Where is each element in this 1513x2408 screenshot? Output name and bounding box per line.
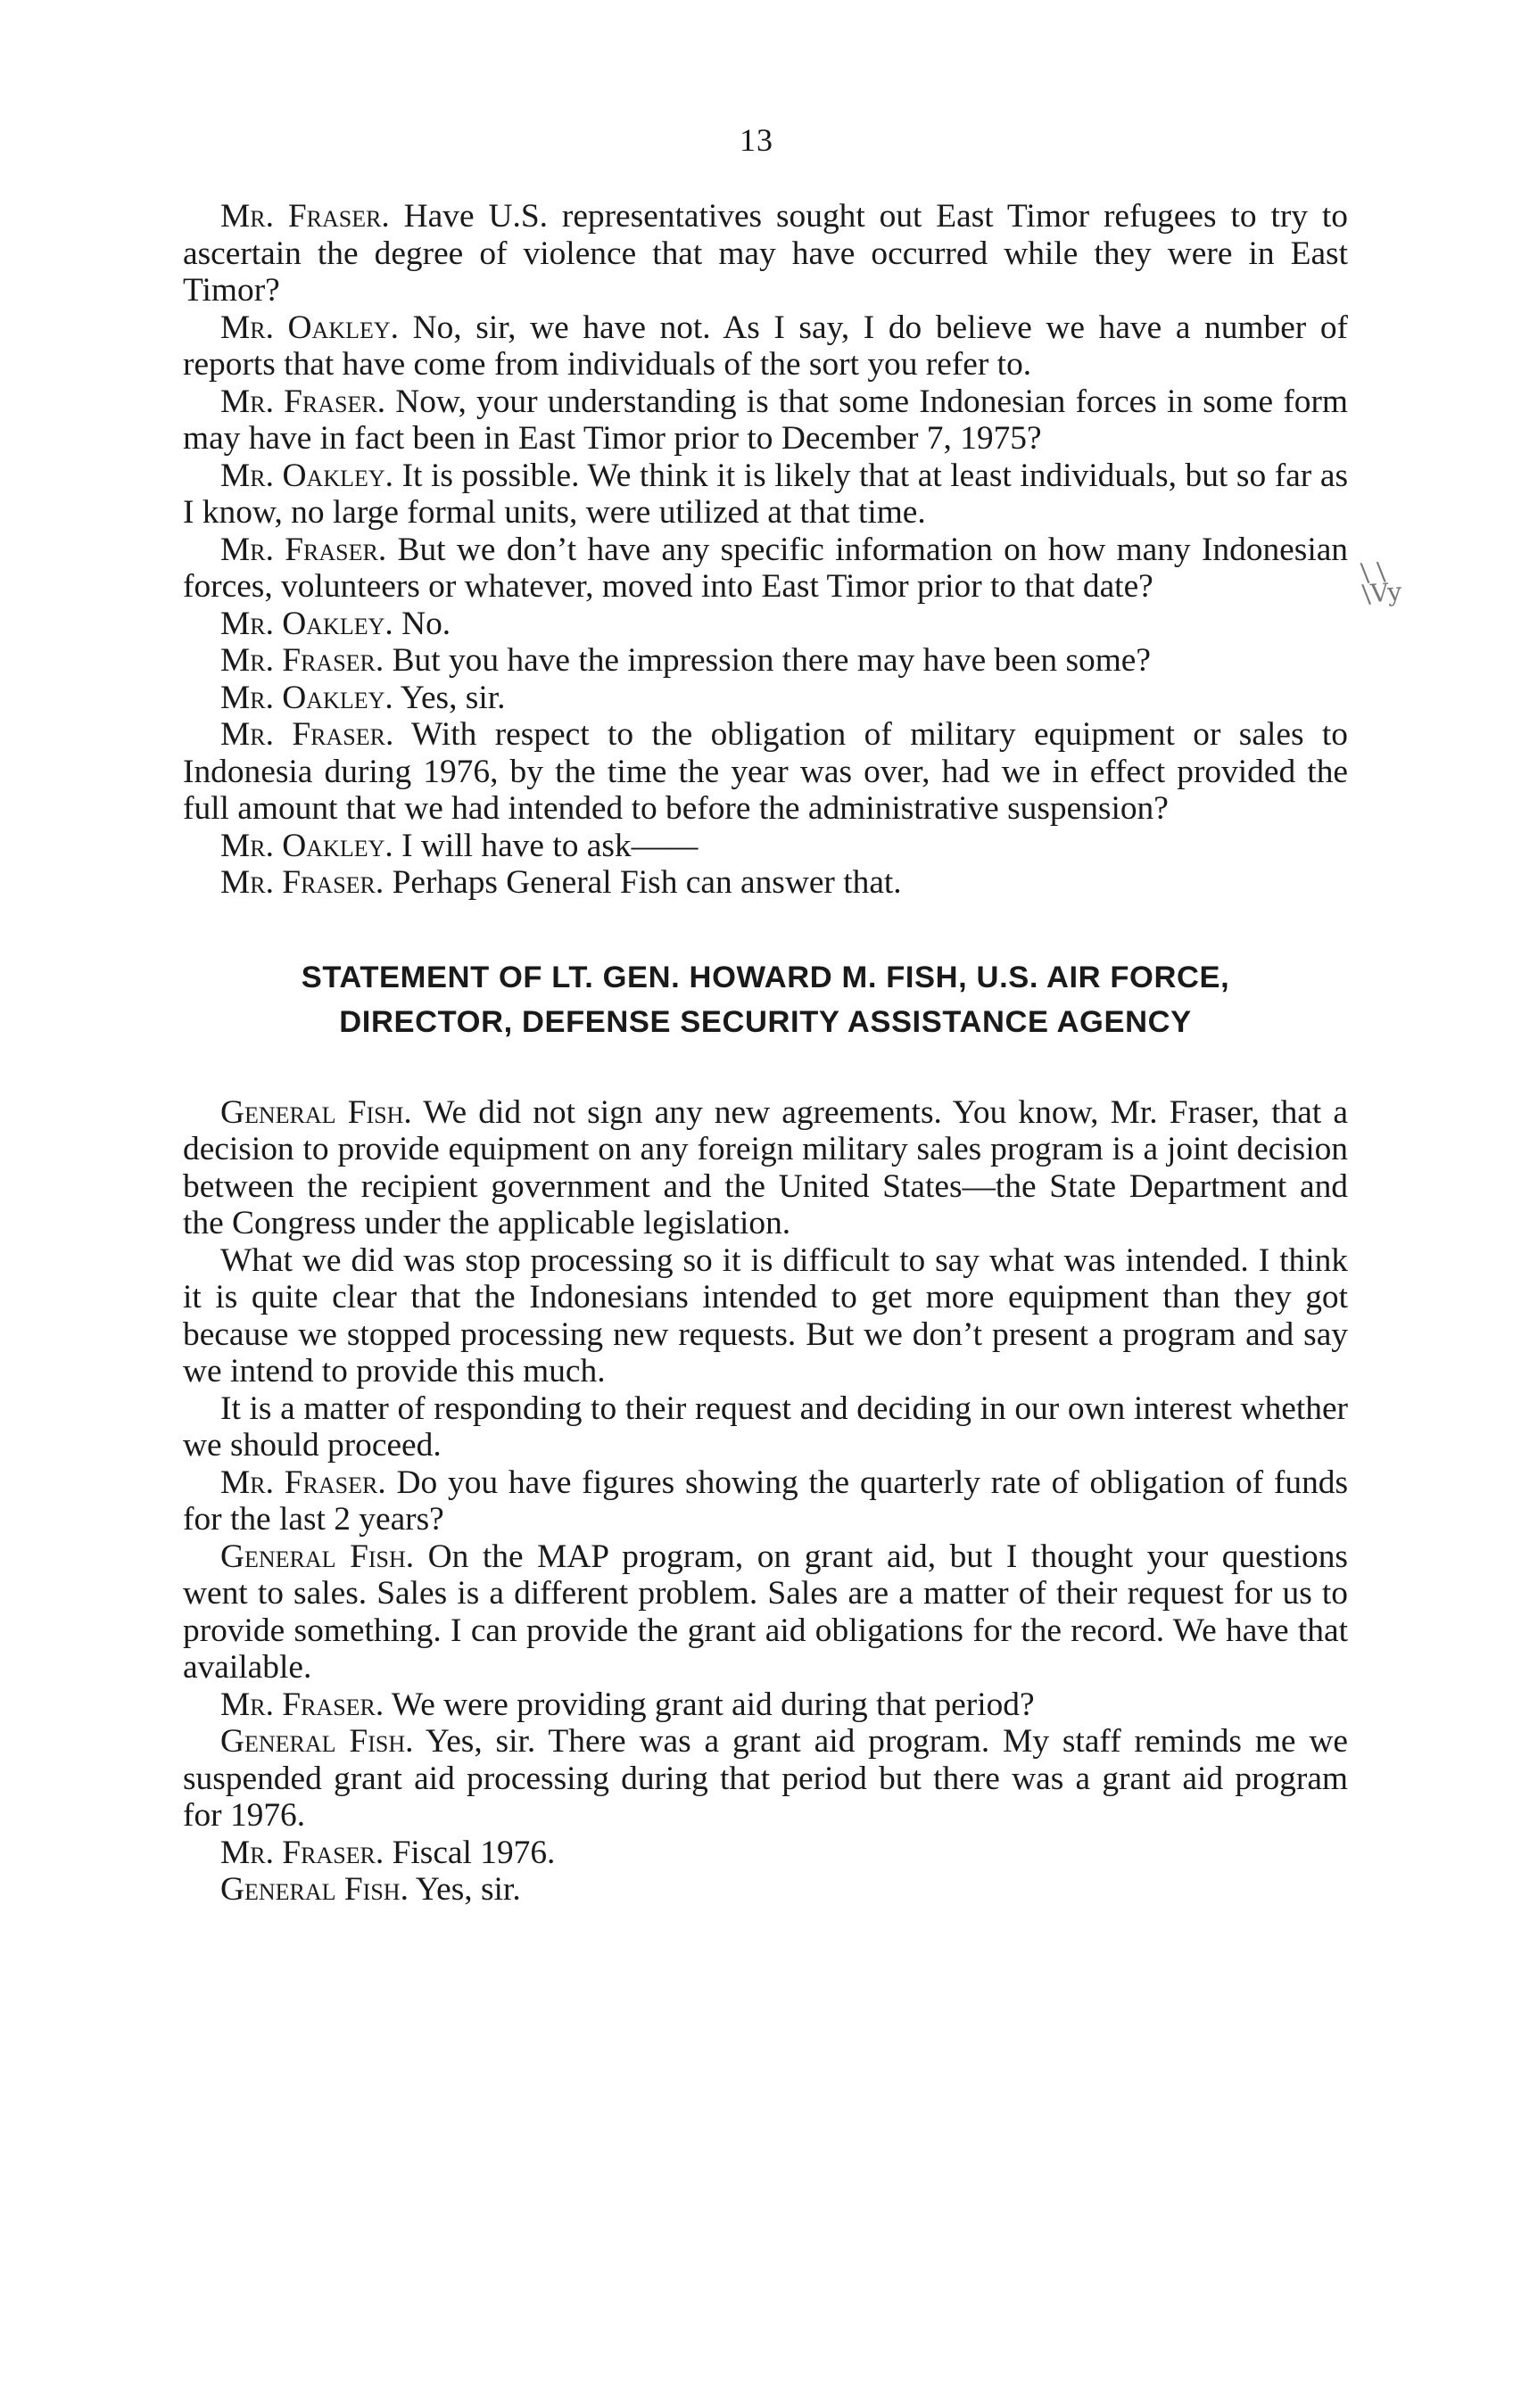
testimony-paragraph bbox=[183, 1464, 1348, 1538]
paragraph-text: Yes, sir. There was a grant aid program. My staff reminds me we suspended grant aid processing during that period but there was a grant aid program for 1976. bbox=[183, 1723, 1348, 1834]
paragraph-text: What we did was stop processing so it is difficult to say what was intended. I think it is quite clear that the Indonesians intended to get more equipment than they got because we stopped processing new requests. But we don’t present a program and say we intend to provide this much. bbox=[183, 1241, 1348, 1390]
testimony-paragraph bbox=[183, 716, 1348, 828]
speaker-name: Mr. Oakley. bbox=[220, 679, 393, 716]
paragraph-text: No, sir, we have not. As I say, I do believe we have a number of reports that have come from individuals of the sort you refer to. bbox=[183, 309, 1348, 383]
heading-line-2: DIRECTOR, DEFENSE SECURITY ASSISTANCE AGENCY bbox=[339, 1004, 1192, 1039]
testimony-paragraph bbox=[183, 198, 1348, 309]
testimony-paragraph bbox=[183, 642, 1348, 680]
testimony-paragraph bbox=[183, 828, 1348, 865]
speaker-name: Mr. Oakley. bbox=[220, 309, 399, 346]
paragraph-text: Now, your understanding is that some Indonesian forces in some form may have in fact been in East Timor prior to December 7, 1975? bbox=[183, 383, 1348, 457]
testimony-before-statement bbox=[183, 198, 1348, 902]
testimony-paragraph bbox=[183, 1686, 1348, 1724]
heading-line-1: STATEMENT OF LT. GEN. HOWARD M. FISH, U.S. AIR FORCE, bbox=[301, 960, 1230, 994]
speaker-name: Mr. Fraser. bbox=[220, 716, 394, 753]
testimony-paragraph bbox=[183, 532, 1348, 606]
speaker-name: Mr. Fraser. bbox=[220, 642, 384, 679]
paragraph-text: It is possible. We think it is likely that at least individuals, but so far as I know, no large formal units, were utilized at that time. bbox=[183, 457, 1348, 531]
testimony-paragraph bbox=[183, 1871, 1348, 1909]
testimony-paragraph bbox=[183, 1390, 1348, 1464]
speaker-name: Mr. Oakley. bbox=[220, 605, 393, 642]
testimony-paragraph bbox=[183, 864, 1348, 902]
speaker-name: Mr. Fraser. bbox=[220, 1686, 384, 1723]
paragraph-text: We did not sign any new agreements. You know, Mr. Fraser, that a decision to provide equipment on any foreign military sales program is a joint decision between the recipient government and the United States—the State Department and the Congress under the applicable legislation. bbox=[183, 1093, 1349, 1241]
paragraph-text: I will have to ask—— bbox=[393, 827, 699, 864]
speaker-name: General Fish. bbox=[220, 1871, 409, 1908]
testimony-paragraph bbox=[183, 1242, 1348, 1390]
statement-heading bbox=[183, 955, 1348, 1044]
testimony-paragraph bbox=[183, 309, 1348, 383]
testimony-paragraph bbox=[183, 1835, 1348, 1872]
paragraph-text: With respect to the obligation of military equipment or sales to Indonesia during 1976, by the time the year was over, had we in effect provided the full amount that we had intended to before the administrative suspension? bbox=[183, 716, 1348, 827]
testimony-paragraph bbox=[183, 1094, 1348, 1242]
speaker-name: Mr. Fraser. bbox=[220, 198, 390, 235]
speaker-name: Mr. Oakley. bbox=[220, 457, 393, 494]
testimony-paragraph bbox=[183, 606, 1348, 643]
paragraph-text: But we don’t have any specific information on how many Indonesian forces, volunteers or whatever, moved into East Timor prior to that date? bbox=[183, 531, 1348, 605]
speaker-name: Mr. Fraser. bbox=[220, 1464, 386, 1501]
testimony-paragraph bbox=[183, 1538, 1348, 1686]
paragraph-text: Have U.S. representatives sought out East Timor refugees to try to ascertain the degree of violence that may have occurred while they were in East Timor? bbox=[183, 198, 1348, 309]
speaker-name: Mr. Fraser. bbox=[220, 864, 384, 901]
speaker-name: Mr. Fraser. bbox=[220, 1834, 384, 1871]
paragraph-text: Do you have figures showing the quarterly rate of obligation of funds for the last 2 years? bbox=[183, 1464, 1349, 1538]
handwritten-margin-note: \ \ \Vy bbox=[1360, 556, 1403, 609]
speaker-name: General Fish. bbox=[220, 1538, 415, 1575]
paragraph-text: Fiscal 1976. bbox=[384, 1834, 556, 1871]
paragraph-text: On the MAP program, on grant aid, but I thought your questions went to sales. Sales is a different problem. Sales are a matter of their request for us to provide something. I can provide the grant aid obligations for the record. We have that available. bbox=[183, 1538, 1348, 1686]
speaker-name: General Fish. bbox=[220, 1723, 414, 1760]
speaker-name: Mr. Oakley. bbox=[220, 827, 393, 864]
testimony-paragraph bbox=[183, 680, 1348, 717]
page-number: 13 bbox=[740, 122, 773, 158]
paragraph-text: It is a matter of responding to their request and deciding in our own interest whether we should proceed. bbox=[183, 1390, 1348, 1464]
testimony-after-statement bbox=[183, 1094, 1348, 1909]
speaker-name: Mr. Fraser. bbox=[220, 383, 386, 420]
paragraph-text: Perhaps General Fish can answer that. bbox=[384, 864, 902, 901]
paragraph-text: No. bbox=[393, 605, 451, 642]
speaker-name: General Fish. bbox=[220, 1093, 412, 1131]
testimony-paragraph bbox=[183, 1723, 1348, 1835]
speaker-name: Mr. Fraser. bbox=[220, 531, 387, 568]
paragraph-text: Yes, sir. bbox=[408, 1871, 521, 1908]
paragraph-text: But you have the impression there may have been some? bbox=[384, 642, 1151, 679]
testimony-paragraph bbox=[183, 458, 1348, 532]
document-body bbox=[183, 198, 1348, 1909]
paragraph-text: We were providing grant aid during that period? bbox=[384, 1686, 1035, 1723]
paragraph-text: Yes, sir. bbox=[393, 679, 506, 716]
testimony-paragraph bbox=[183, 383, 1348, 458]
